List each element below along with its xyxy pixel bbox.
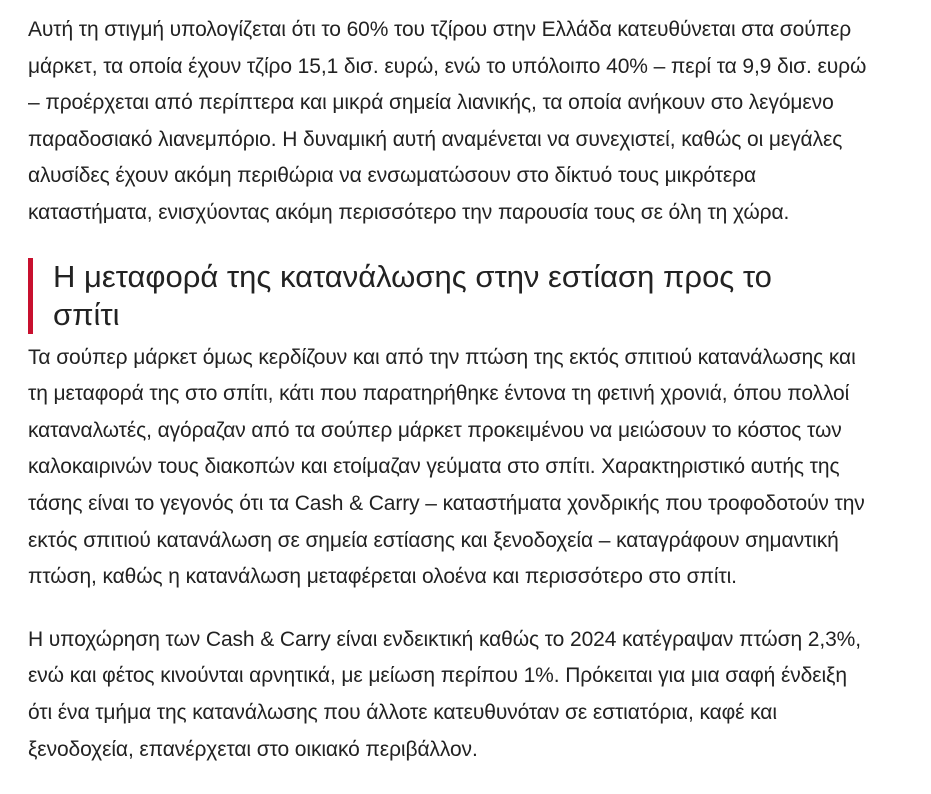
text-line: αλυσίδες έχουν ακόμη περιθώρια να ενσωματώσουν στο δίκτυό τους μικρότερα [28,164,757,188]
text-line: – προέρχεται από περίπτερα και μικρά σημεία λιανικής, τα οποία ανήκουν στο λεγόμενο [28,91,834,115]
paragraph-consumption-shift [28,340,918,596]
article-body [28,12,918,794]
text-line: καταστήματα, ενισχύοντας ακόμη περισσότερο την παρουσία τους σε όλη τη χώρα. [28,200,790,224]
text-line: Αυτή τη στιγμή υπολογίζεται ότι το 60% του τζίρου στην Ελλάδα κατευθύνεται στα σούπερ [28,18,852,41]
section-heading [28,258,918,334]
text-line: τη μεταφορά της στο σπίτι, κάτι που παρατηρήθηκε έντονα τη φετινή χρονιά, όπου πολλοί [28,382,850,406]
paragraph-cash-and-carry [28,622,918,768]
text-line: Τα σούπερ μάρκετ όμως κερδίζουν και από την πτώση της εκτός σπιτιού κατανάλωσης και [28,345,856,369]
paragraph-market-share [28,12,918,232]
text-line: πτώση, καθώς η κατανάλωση μεταφέρεται ολοένα και περισσότερο στο σπίτι. [28,565,737,589]
text-line: μάρκετ, τα οποία έχουν τζίρο 15,1 δισ. ευρώ, ενώ το υπόλοιπο 40% – περί τα 9,9 δισ. ευρώ [28,54,867,78]
text-line: Η υποχώρηση των Cash & Carry είναι ενδεικτική καθώς το 2024 κατέγραψαν πτώση 2,3%, [28,627,861,651]
text-line: καταναλωτές, αγόραζαν από τα σούπερ μάρκετ προκειμένου να μειώσουν το κόστος των [28,418,842,442]
text-line: παραδοσιακό λιανεμπόριο. Η δυναμική αυτή αναμένεται να συνεχιστεί, καθώς οι μεγάλες [28,127,843,151]
text-line: ότι ένα τμήμα της κατανάλωσης που άλλοτε κατευθυνόταν σε εστιατόρια, καφέ και [28,700,777,724]
text-line: καλοκαιρινών τους διακοπών και ετοίμαζαν γεύματα στο σπίτι. Χαρακτηριστικό αυτής της [28,455,840,479]
text-line: ενώ και φέτος κινούνται αρνητικά, με μείωση περίπου 1%. Πρόκειται για μια σαφή ένδειξη [28,664,847,688]
heading-line: Η μεταφορά της κατανάλωσης στην εστίαση προς το [53,258,772,294]
text-line: εκτός σπιτιού κατανάλωση σε σημεία εστίασης και ξενοδοχεία – καταγράφουν σημαντική [28,528,839,552]
text-line: ξενοδοχεία, επανέρχεται στο οικιακό περιβάλλον. [28,737,478,761]
heading-line: σπίτι [53,296,120,332]
text-line: τάσης είναι το γεγονός ότι τα Cash & Carry – καταστήματα χονδρικής που τροφοδοτούν την [28,491,865,515]
